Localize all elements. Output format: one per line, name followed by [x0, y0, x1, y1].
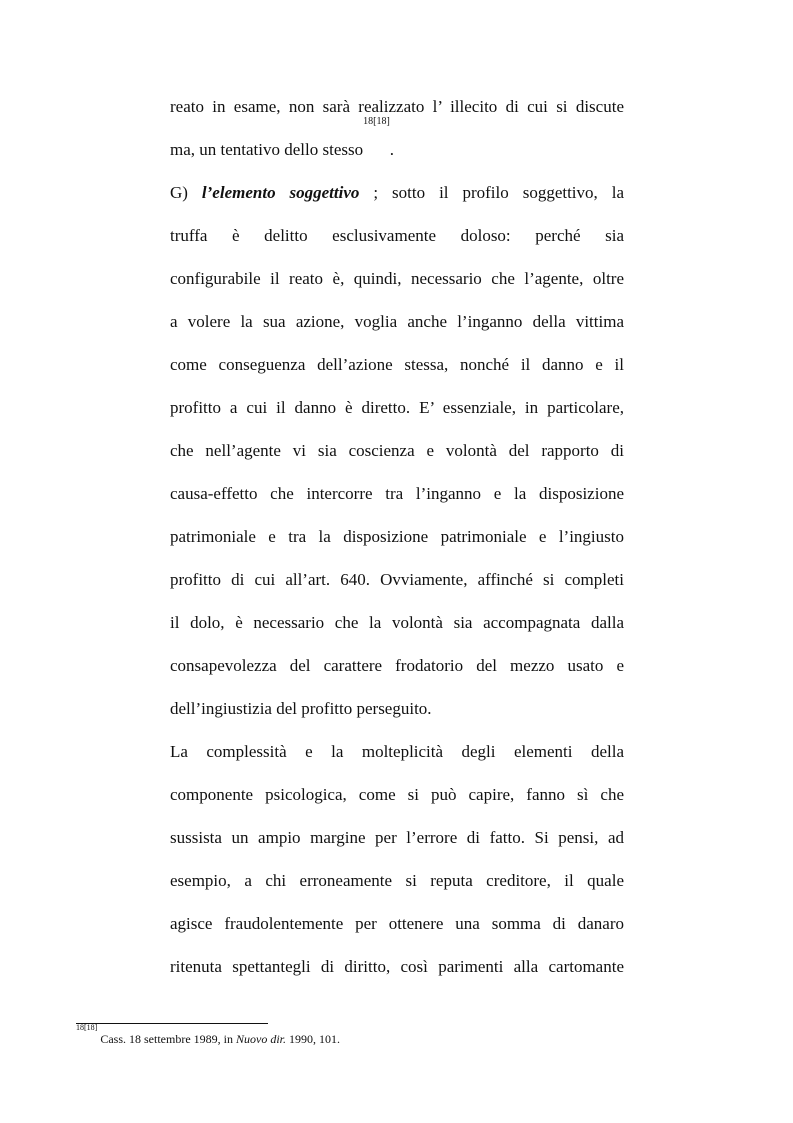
footnote-reference[interactable]: 18[18] [363, 116, 390, 127]
footnote-separator [76, 1023, 268, 1024]
section-label: G) [170, 183, 188, 202]
text-line-18: sussista un ampio margine per l’errore di fatto. Si pensi, ad [170, 828, 624, 847]
text-line-9: che nell’agente vi sia coscienza e volontà del rapporto di [170, 441, 624, 460]
text-line-6: a volere la sua azione, voglia anche l’inganno della vittima [170, 312, 624, 331]
body-text [170, 85, 624, 988]
text-line-3 [170, 171, 624, 214]
text-line-2-content: ma, un tentativo dello stesso [170, 140, 364, 159]
text-line-8: profitto a cui il danno è diretto. E’ essenziale, in particolare, [170, 398, 624, 417]
text-line-7: come conseguenza dell’azione stessa, nonché il danno e il [170, 355, 624, 374]
text-line-19: esempio, a chi erroneamente si reputa creditore, il quale [170, 871, 624, 890]
text-line-12: profitto di cui all’art. 640. Ovviamente, affinché si completi [170, 570, 624, 589]
text-line-1: reato in esame, non sarà realizzato l’ illecito di cui si discute [170, 97, 624, 116]
footnote-text-after: 1990, 101. [286, 1032, 340, 1046]
text-line-11: patrimoniale e tra la disposizione patrimoniale e l’ingiusto [170, 527, 624, 546]
text-line-13: il dolo, è necessario che la volontà sia accompagnata dalla [170, 613, 624, 632]
text-line-15: dell’ingiustizia del profitto perseguito. [170, 699, 432, 718]
text-line-4: truffa è delitto esclusivamente doloso: perché sia [170, 226, 624, 245]
text-line-5: configurabile il reato è, quindi, necessario che l’agente, oltre [170, 269, 624, 288]
text-line-2-period: . [389, 140, 395, 159]
text-line-10: causa-effetto che intercorre tra l’inganno e la disposizione [170, 484, 624, 503]
section-heading: l’elemento soggettivo [201, 183, 360, 202]
text-line-14: consapevolezza del carattere frodatorio del mezzo usato e [170, 656, 624, 675]
footnote [76, 1023, 340, 1047]
footnote-text-before: Cass. 18 settembre 1989, in [97, 1032, 236, 1046]
footnote-journal: Nuovo dir. [235, 1032, 286, 1046]
text-line-21: ritenuta spettantegli di diritto, così parimenti alla cartomante [170, 957, 624, 976]
text-line-17: componente psicologica, come si può capire, fanno sì che [170, 785, 624, 804]
footnote-marker: 18[18] [76, 1023, 98, 1032]
text-line-2 [170, 116, 624, 171]
text-line-20: agisce fraudolentemente per ottenere una somma di danaro [170, 914, 624, 933]
text-line-3-rest: ; sotto il profilo soggettivo, la [373, 183, 625, 202]
text-line-16: La complessità e la molteplicità degli elementi della [170, 742, 624, 761]
